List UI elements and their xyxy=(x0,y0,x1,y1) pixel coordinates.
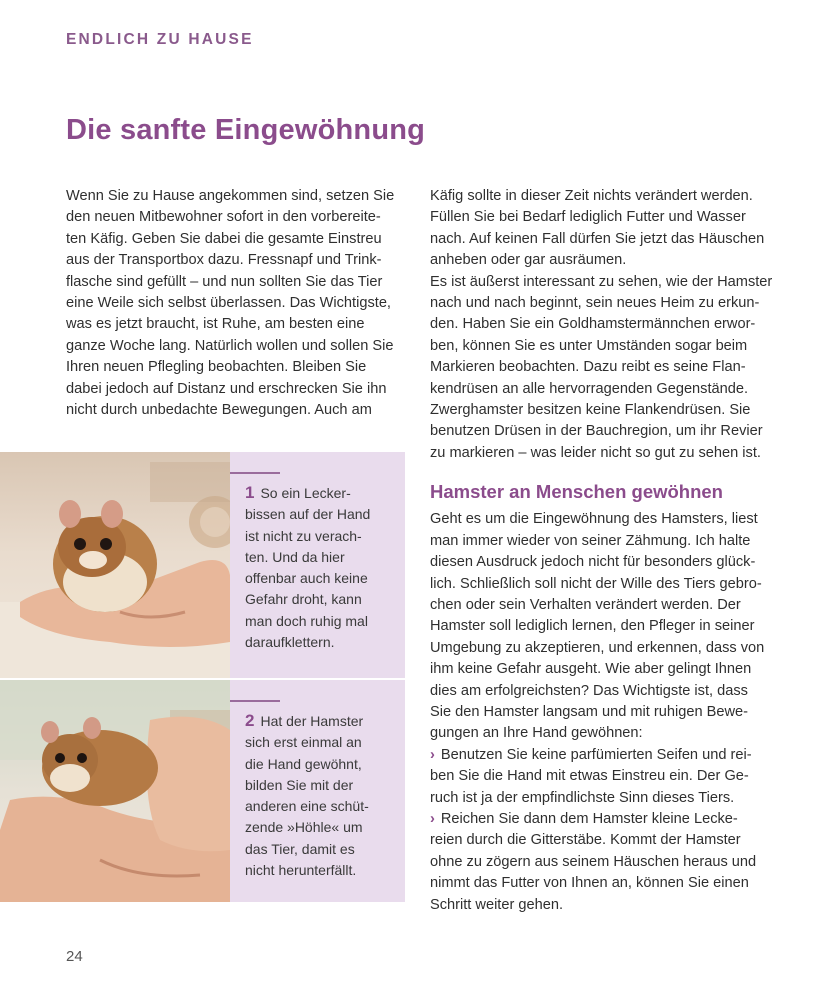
text-line: aus der Transportbox dazu. Fressnapf und Trink- xyxy=(66,252,382,269)
text-line: ganze Woche lang. Natürlich wollen und sollen Sie xyxy=(66,337,394,354)
left-column xyxy=(66,186,401,421)
bullet-chevron-icon: › xyxy=(430,746,435,763)
text-line: eine Weile sich selbst überlassen. Das Wichtigste, xyxy=(66,295,391,312)
text-line: Schritt weiter gehen. xyxy=(430,896,564,913)
text-line: diesen Ausdruck jedoch nicht für besonders glück- xyxy=(430,554,756,571)
caption-rule xyxy=(230,472,280,474)
bullet-item-soap xyxy=(430,745,775,809)
bullet-item-treats xyxy=(430,809,775,916)
text-line: ist nicht zu verach- xyxy=(245,527,362,544)
text-line: Füllen Sie bei Bedarf lediglich Futter und Wasser xyxy=(430,209,746,226)
text-line: Markieren beobachten. Dazu reibt es seine Flan- xyxy=(430,359,746,376)
text-line: So ein Lecker- xyxy=(260,485,351,501)
right-column xyxy=(430,186,775,916)
text-line: lich. Schließlich soll nicht der Wille des Tiers gebro- xyxy=(430,575,762,592)
text-line: nimmt das Futter von Ihnen an, können Sie einen xyxy=(430,875,749,892)
text-line: Käfig sollte in dieser Zeit nichts verändert werden. xyxy=(430,188,753,204)
text-line: den neuen Mitbewohner sofort in den vorbereite- xyxy=(66,209,381,226)
text-line: kendrüsen an alle hervorragenden Gegenstände. xyxy=(430,380,749,397)
text-line: bilden Sie mit der xyxy=(245,776,354,793)
text-line: Hamster soll lediglich lernen, den Pfleger in seiner xyxy=(430,618,755,635)
text-line: Gefahr droht, kann xyxy=(245,591,362,608)
text-line: daraufklettern. xyxy=(245,634,335,651)
text-line: Geht es um die Eingewöhnung des Hamsters, liest xyxy=(430,511,758,528)
text-line: › Reichen Sie dann dem Hamster kleine Lecke- xyxy=(430,810,738,827)
text-line: ruch ist ja der empfindlichste Sinn dieses Tiers. xyxy=(430,789,735,806)
text-line: nicht durch unbedachte Bewegungen. Auch am xyxy=(66,402,372,419)
photo-caption-1 xyxy=(230,452,405,678)
page-title: Die sanfte Eingewöhnung xyxy=(66,114,426,146)
text-line: ihm keine Gefahr ausgeht. Wie aber gelingt Ihnen xyxy=(430,661,752,678)
text-line: bissen auf der Hand xyxy=(245,506,371,523)
section-subheading: Hamster an Menschen gewöhnen xyxy=(430,481,723,503)
text-line: man immer wieder von seiner Zähmung. Ich halte xyxy=(430,532,751,549)
text-line: dies am erfolgreichsten? Das Wichtigste ist, dass xyxy=(430,682,748,699)
intro-paragraph xyxy=(66,186,401,421)
text-line: die Hand gewöhnt, xyxy=(245,755,362,772)
text-line: ben Sie die Hand mit etwas Einstreu ein. Der Ge- xyxy=(430,768,749,785)
text-line: ben, können Sie es unter Umständen sogar beim xyxy=(430,337,748,354)
text-line: gungen an Ihre Hand gewöhnen: xyxy=(430,725,643,742)
text-line: Umgebung zu akzeptieren, und erkennen, dass von xyxy=(430,639,765,656)
text-line: den. Haben Sie ein Goldhamstermännchen erwor- xyxy=(430,316,756,333)
hamster-photo-2 xyxy=(0,680,230,902)
text-line: dabei jedoch auf Distanz und erschrecken Sie ihn xyxy=(66,380,387,397)
caption-text-1 xyxy=(245,482,400,653)
text-line: ohne zu zögern aus seinem Häuschen heraus und xyxy=(430,853,757,870)
text-line: Sie den Hamster langsam und mit ruhigen Bewe- xyxy=(430,703,748,720)
page-number: 24 xyxy=(66,948,83,965)
text-line: man doch ruhig mal xyxy=(245,612,368,629)
paragraph-marking xyxy=(430,272,775,465)
text-line: nach und nach beginnt, sein neues Heim zu erkun- xyxy=(430,295,760,312)
text-line: chen oder sein Verhalten verändert werden. Der xyxy=(430,596,741,613)
text-line: zu markieren – was leider nicht so gut zu sehen ist. xyxy=(430,444,761,461)
paragraph-taming xyxy=(430,509,775,744)
text-line: sich erst einmal an xyxy=(245,734,362,751)
running-header: ENDLICH ZU HAUSE xyxy=(66,31,254,48)
photo-caption-2 xyxy=(230,680,405,902)
text-line: flasche sind gefüllt – und nun sollten Sie das Tier xyxy=(66,273,383,290)
bullet-chevron-icon: › xyxy=(430,810,435,827)
text-line: Hat der Hamster xyxy=(260,713,364,729)
text-line: zende »Höhle« um xyxy=(245,819,363,836)
text-line: ten. Und da hier xyxy=(245,548,345,565)
caption-rule xyxy=(230,700,280,702)
text-line: offenbar auch keine xyxy=(245,570,368,587)
caption-number: 1 xyxy=(245,483,255,502)
text-line: was es jetzt braucht, ist Ruhe, am besten eine xyxy=(66,316,365,333)
text-line: nach. Auf keinen Fall dürfen Sie jetzt das Häuschen xyxy=(430,230,765,247)
text-line: das Tier, damit es xyxy=(245,840,355,857)
text-line: nicht herunterfällt. xyxy=(245,862,357,879)
text-line: Wenn Sie zu Hause angekommen sind, setzen Sie xyxy=(66,188,395,204)
text-line: benutzen Drüsen in der Bauchregion, um ihr Revier xyxy=(430,423,763,440)
text-line: Es ist äußerst interessant zu sehen, wie der Hamster xyxy=(430,273,773,290)
text-line: Zwerghamster besitzen keine Flankendrüsen. Sie xyxy=(430,402,751,419)
paragraph-cage xyxy=(430,186,775,272)
text-line: anderen eine schüt- xyxy=(245,798,369,815)
text-line: reien durch die Gitterstäbe. Kommt der Hamster xyxy=(430,832,741,849)
caption-number: 2 xyxy=(245,711,255,730)
text-line: ten Käfig. Geben Sie dabei die gesamte Einstreu xyxy=(66,230,382,247)
text-line: › Benutzen Sie keine parfümierten Seifen und rei- xyxy=(430,746,752,763)
caption-text-2 xyxy=(245,710,400,881)
hamster-photo-1 xyxy=(0,452,230,678)
text-line: anheben oder gar ausräumen. xyxy=(430,252,627,269)
text-line: Ihren neuen Pflegling beobachten. Bleiben Sie xyxy=(66,359,367,376)
